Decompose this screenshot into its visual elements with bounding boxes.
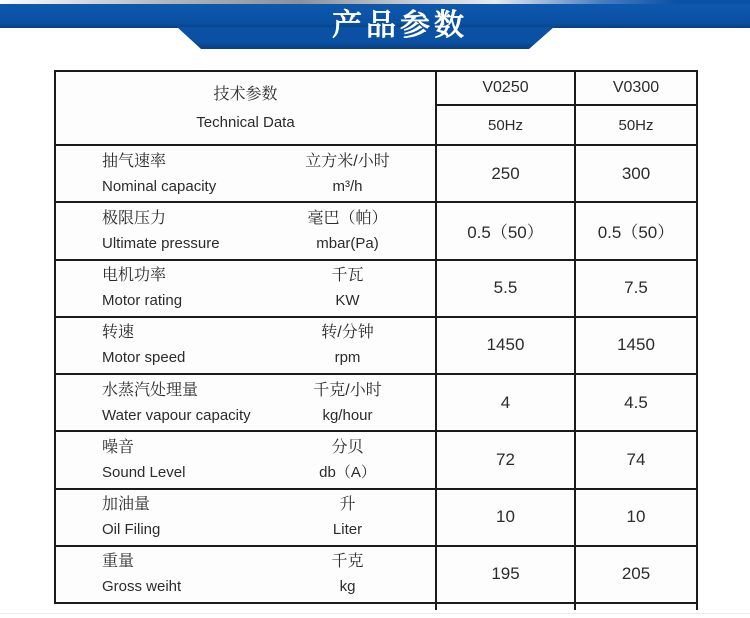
param-name-cn: 加油量 — [102, 496, 151, 514]
param-cell — [56, 261, 435, 316]
value-v0250: 72 — [435, 432, 574, 487]
param-label — [56, 208, 260, 254]
param-unit-en: KW — [335, 292, 360, 310]
model-frequency: 50Hz — [487, 116, 524, 134]
param-unit-en: Liter — [332, 521, 363, 539]
param-name-en: Gross weiht — [102, 578, 182, 596]
param-unit — [260, 208, 435, 254]
param-unit-cn: 千克/小时 — [313, 381, 382, 399]
value-v0300: 205 — [574, 547, 696, 602]
table-row — [56, 316, 696, 373]
param-label — [56, 151, 260, 197]
param-unit-cn: 千瓦 — [331, 267, 364, 285]
param-name-en: Water vapour capacity — [102, 406, 251, 424]
param-unit-cn: 分贝 — [331, 438, 364, 456]
param-unit-cn: 升 — [339, 496, 356, 514]
column-divider-stub — [696, 602, 698, 610]
column-divider-stub — [574, 602, 576, 610]
param-cell — [56, 432, 435, 487]
model-name: V0300 — [576, 72, 696, 106]
value-v0250: 1450 — [435, 318, 574, 373]
param-header-cell — [56, 72, 435, 144]
param-name-en: Ultimate pressure — [102, 234, 220, 252]
param-unit-en: kg/hour — [322, 406, 373, 424]
param-cell — [56, 318, 435, 373]
value-v0300: 0.5（50） — [574, 203, 696, 258]
param-unit-en: db（A） — [319, 463, 376, 481]
param-name-cn: 噪音 — [102, 438, 135, 456]
param-name-cn: 重量 — [102, 553, 135, 571]
bottom-divider — [0, 613, 750, 614]
param-unit-cn: 立方米/小时 — [305, 152, 390, 170]
table-row — [56, 545, 696, 602]
table-row — [56, 430, 696, 487]
param-label — [56, 437, 260, 483]
param-unit-en: rpm — [334, 349, 361, 367]
table-row — [56, 201, 696, 258]
table-row — [56, 259, 696, 316]
value-v0300: 300 — [574, 146, 696, 201]
param-label — [56, 322, 260, 368]
param-header-cn: 技术参数 — [213, 85, 278, 103]
param-name-en: Motor speed — [102, 349, 186, 367]
param-unit — [260, 380, 435, 426]
value-v0300: 1450 — [574, 318, 696, 373]
param-unit-en: m³/h — [332, 177, 363, 195]
param-label — [56, 551, 260, 597]
param-label — [56, 494, 260, 540]
param-unit — [260, 265, 435, 311]
title-banner — [0, 0, 750, 56]
value-v0300: 74 — [574, 432, 696, 487]
param-unit-cn: 转/分钟 — [321, 324, 374, 342]
table-header — [56, 72, 696, 144]
param-cell — [56, 547, 435, 602]
model-column-header-v0300 — [574, 72, 696, 144]
table-row — [56, 488, 696, 545]
model-frequency: 50Hz — [618, 116, 654, 134]
table-row — [56, 144, 696, 201]
param-unit-en: mbar(Pa) — [316, 234, 379, 252]
param-unit-cn: 毫巴（帕） — [307, 209, 388, 227]
model-name: V0250 — [437, 72, 574, 106]
value-v0250: 4 — [435, 375, 574, 430]
param-name-cn: 电机功率 — [102, 267, 167, 285]
param-unit-cn: 千克 — [331, 553, 364, 571]
column-divider-stub — [435, 602, 437, 610]
param-unit — [260, 322, 435, 368]
param-name-cn: 抽气速率 — [102, 152, 167, 170]
param-label — [56, 265, 260, 311]
spec-table — [54, 70, 698, 604]
param-unit — [260, 494, 435, 540]
param-name-en: Sound Level — [102, 463, 186, 481]
value-v0250: 250 — [435, 146, 574, 201]
value-v0250: 0.5（50） — [435, 203, 574, 258]
value-v0300: 4.5 — [574, 375, 696, 430]
param-cell — [56, 146, 435, 201]
param-name-cn: 水蒸汽处理量 — [102, 381, 199, 399]
param-unit-en: kg — [339, 578, 356, 596]
param-unit — [260, 551, 435, 597]
param-cell — [56, 375, 435, 430]
param-header-en: Technical Data — [196, 113, 295, 131]
value-v0250: 195 — [435, 547, 574, 602]
param-label — [56, 380, 260, 426]
value-v0250: 5.5 — [435, 261, 574, 316]
param-name-cn: 极限压力 — [102, 209, 167, 227]
table-row — [56, 373, 696, 430]
param-name-en: Oil Filing — [102, 521, 161, 539]
page-title: 产品参数 — [332, 9, 468, 42]
param-name-en: Nominal capacity — [102, 177, 217, 195]
param-unit — [260, 437, 435, 483]
model-column-header-v0250 — [435, 72, 574, 144]
param-name-cn: 转速 — [102, 324, 135, 342]
value-v0250: 10 — [435, 490, 574, 545]
value-v0300: 7.5 — [574, 261, 696, 316]
param-unit — [260, 151, 435, 197]
param-cell — [56, 203, 435, 258]
value-v0300: 10 — [574, 490, 696, 545]
param-name-en: Motor rating — [102, 292, 183, 310]
param-cell — [56, 490, 435, 545]
